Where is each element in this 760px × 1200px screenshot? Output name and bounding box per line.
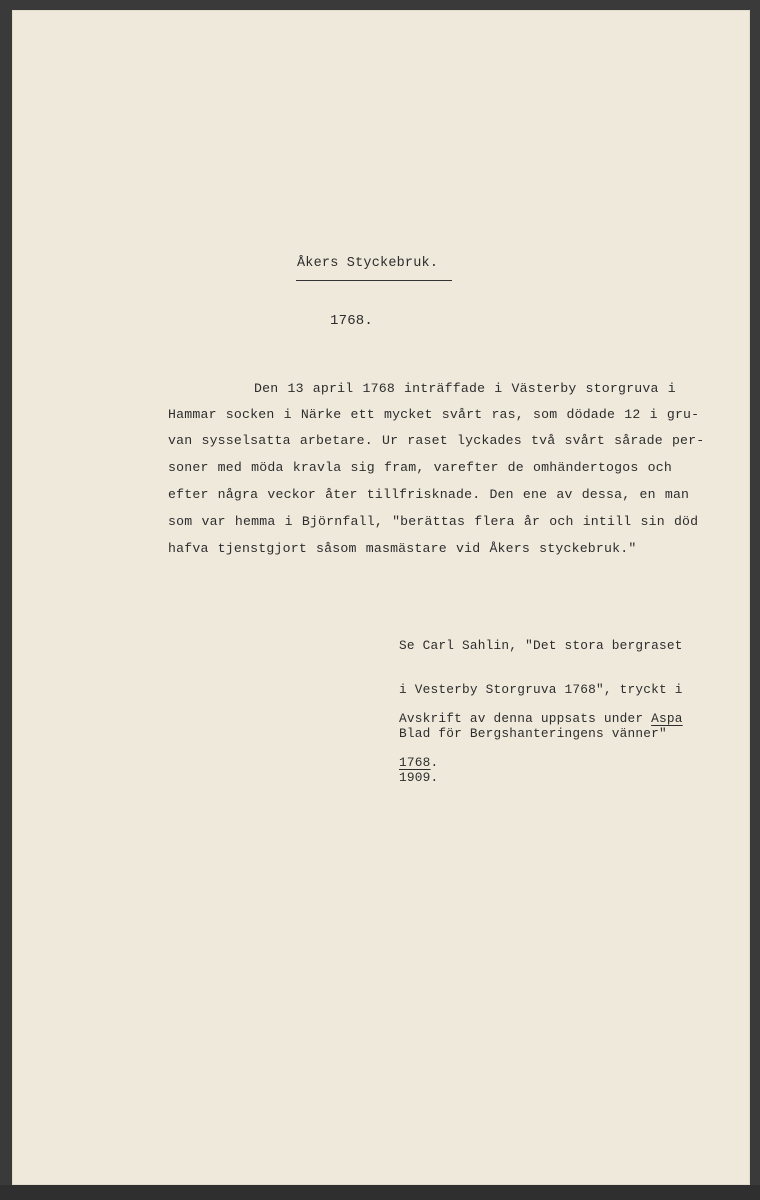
- copy-note: [399, 683, 683, 785]
- page-title: Åkers Styckebruk.: [297, 256, 439, 271]
- copy-note-line-1: [399, 712, 683, 727]
- source-note-line: 1909.: [399, 769, 439, 785]
- source-note-line: Se Carl Sahlin, "Det stora bergraset: [399, 638, 683, 654]
- copy-note-text: Avskrift av denna uppsats under: [399, 711, 652, 727]
- copy-reference-year: 1768: [399, 754, 431, 770]
- document-page: [12, 10, 750, 1185]
- body-line-6: som var hemma i Björnfall, "berättas flera år och intill sin död: [168, 514, 699, 529]
- source-note-line: Blad för Bergshanteringens vänner": [399, 725, 667, 741]
- body-line-2: Hammar socken i Närke ett mycket svårt ras, som dödade 12 i gru-: [168, 407, 700, 422]
- copy-note-line-2: [399, 756, 683, 771]
- source-note-line: i Vesterby Storgruva 1768", tryckt i: [399, 681, 683, 697]
- body-line-3: van sysselsatta arbetare. Ur raset lyckades två svårt sårade per-: [168, 433, 705, 448]
- title-underline: [296, 280, 452, 282]
- body-line-7: hafva tjenstgjort såsom masmästare vid Åkers styckebruk.": [168, 541, 637, 556]
- body-line-4: soner med möda kravla sig fram, varefter de omhändertogos och: [168, 460, 672, 475]
- scan-edge: [0, 1185, 760, 1200]
- body-line-1: Den 13 april 1768 inträffade i Västerby storgruva i: [254, 381, 676, 396]
- body-line-5: efter några veckor åter tillfrisknade. Den ene av dessa, en man: [168, 487, 690, 502]
- copy-note-period: .: [430, 754, 439, 770]
- year-heading: 1768.: [330, 313, 374, 329]
- copy-reference-aspa: Aspa: [651, 711, 683, 727]
